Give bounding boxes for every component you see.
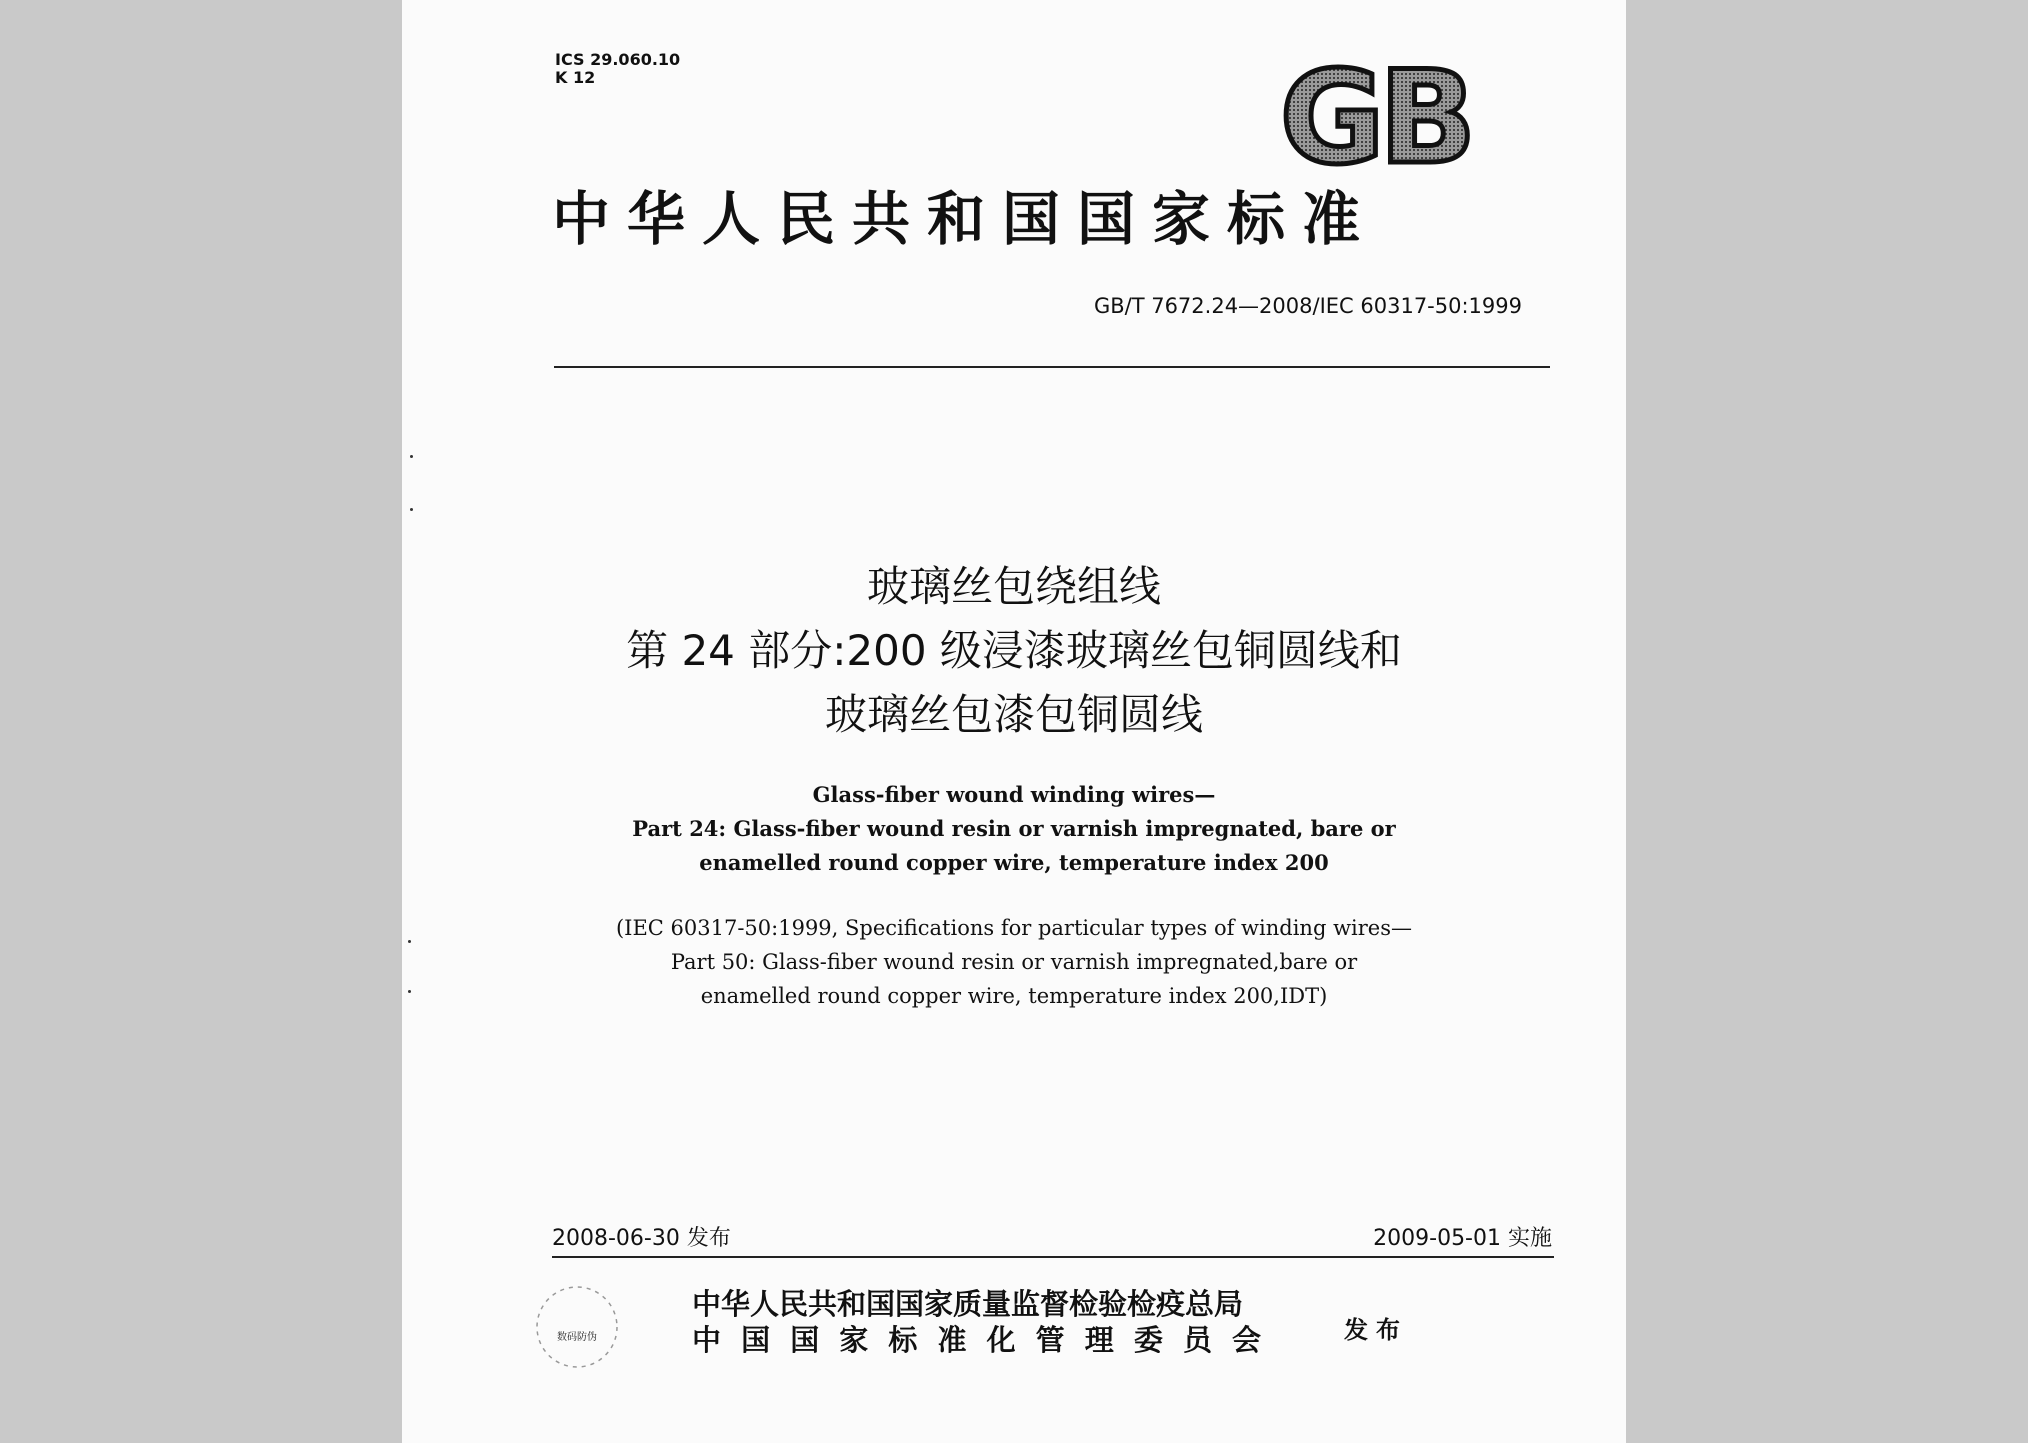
scan-speck bbox=[410, 508, 413, 511]
top-divider bbox=[554, 366, 1550, 368]
scan-speck bbox=[408, 990, 411, 993]
title-cn-line-3: 玻璃丝包漆包铜圆线 bbox=[824, 690, 1203, 739]
issue-label: 发布 bbox=[1344, 1316, 1408, 1344]
title-cn-line-1: 玻璃丝包绕组线 bbox=[866, 562, 1161, 611]
iec-reference-line-3: enamelled round copper wire, temperature index 200,IDT) bbox=[700, 984, 1328, 1008]
gb-logo-text: GB bbox=[1279, 60, 1471, 172]
gb-logo bbox=[1240, 60, 1510, 172]
anti-counterfeit-seal bbox=[532, 1282, 622, 1372]
publisher-line-1: 中华人民共和国国家质量监督检验检疫总局 bbox=[692, 1287, 1244, 1321]
title-en-line-1: Glass-fiber wound winding wires— bbox=[812, 782, 1216, 807]
bottom-divider bbox=[552, 1256, 1554, 1258]
issue-date: 2008-06-30 发布 bbox=[552, 1226, 731, 1251]
ccs-code: K 12 bbox=[555, 68, 596, 87]
standard-number: GB/T 7672.24—2008/IEC 60317-50:1999 bbox=[1093, 294, 1522, 318]
national-standard-title: 中华人民共和国国家标准 bbox=[552, 185, 1378, 253]
seal-label: 数码防伪 bbox=[557, 1332, 597, 1343]
title-en-line-3: enamelled round copper wire, temperature index 200 bbox=[699, 850, 1329, 875]
title-en-line-2: Part 24: Glass-fiber wound resin or varnish impregnated, bare or bbox=[632, 816, 1396, 841]
scan-speck bbox=[410, 455, 413, 458]
iec-reference-line-2: Part 50: Glass-fiber wound resin or varnish impregnated,bare or bbox=[670, 950, 1358, 974]
standard-cover-page bbox=[402, 0, 1626, 1443]
title-cn-line-2: 第 24 部分:200 级浸漆玻璃丝包铜圆线和 bbox=[626, 626, 1402, 675]
publisher-line-2: 中 国 国 家 标 准 化 管 理 委 员 会 bbox=[692, 1323, 1267, 1357]
implementation-date: 2009-05-01 实施 bbox=[1373, 1226, 1552, 1251]
iec-reference-line-1: (IEC 60317-50:1999, Specifications for particular types of winding wires— bbox=[615, 916, 1413, 940]
ics-code: ICS 29.060.10 bbox=[555, 50, 681, 69]
scan-speck bbox=[408, 940, 411, 943]
